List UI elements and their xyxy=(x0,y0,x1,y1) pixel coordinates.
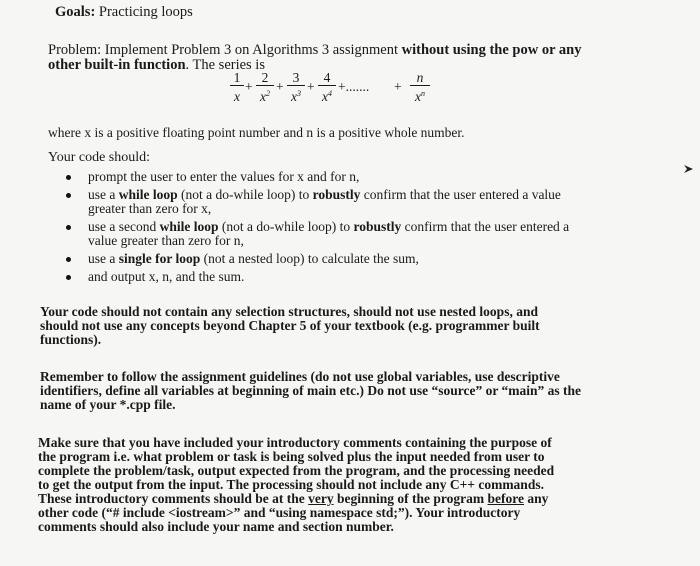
plus-sign: + xyxy=(245,79,253,94)
list-item: prompt the user to enter the values for x and for n, xyxy=(66,170,626,184)
requirements-list xyxy=(66,170,626,288)
problem-bold-text-2: other built-in function xyxy=(48,57,186,73)
series-term-3: 3 $x^3$ xyxy=(285,70,307,104)
guidelines-paragraph: Remember to follow the assignment guidelines (do not use global variables, use descriptive identifiers, define all variables at beginning of main etc.) Do not use “source” or “main” as the name of your *.cpp file. xyxy=(40,369,581,412)
plus-sign: + xyxy=(307,79,315,94)
goals-label: Goals: xyxy=(55,4,96,20)
restrictions-paragraph: Your code should not contain any selection structures, should not use nested loops, and should not use any concepts beyond Chapter 5 of your textbook (e.g. programmer built functions). xyxy=(40,304,540,347)
problem-text: Problem: Implement Problem 3 on Algorithms 3 assignment xyxy=(48,42,402,58)
series-ellipsis: +....... xyxy=(338,79,370,94)
series-term-4: 4 $x^4$ xyxy=(316,70,338,104)
list-item: and output x, n, and the sum. xyxy=(66,270,626,284)
list-item: use a second while loop (not a do-while loop) to robustly confirm that the user entered a value greater than zero for n, xyxy=(66,220,626,248)
series-term-n: n $x^n$ xyxy=(408,70,432,104)
list-item: use a single for loop (not a nested loop) to calculate the sum, xyxy=(66,252,626,266)
list-item: use a while loop (not a do-while loop) to robustly confirm that the user entered a value greater than zero for x, xyxy=(66,188,626,216)
where-text: where x is a positive floating point number and n is a positive whole number. xyxy=(48,125,465,140)
series-term-2: 2 $x^2$ xyxy=(254,70,276,104)
problem-bold-text: without using the pow or any xyxy=(401,42,582,58)
plus-sign: + xyxy=(394,79,402,94)
problem-text-2: . The series is xyxy=(185,57,265,73)
plus-sign: + xyxy=(276,79,284,94)
problem-statement xyxy=(48,43,581,73)
goals-text: Practicing loops xyxy=(98,4,193,20)
goals-line xyxy=(55,4,193,21)
series-formula xyxy=(228,70,438,108)
cursor-icon xyxy=(684,164,694,174)
comments-paragraph: Make sure that you have included your introductory comments containing the purpose of the program i.e. what problem or task is being solved plus the input needed from user to complete the problem/task, output expected from the program, and the processing needed to get the output from the input. The processing should not include any C++ commands. These introductory comments should be at the very beginning of the program before any other code (“# include <iostream>” and “using namespace std;”). Your introductory comments should also include your name and section number. xyxy=(38,435,555,534)
series-term-1: 1 x xyxy=(228,70,246,104)
should-heading: Your code should: xyxy=(48,150,151,165)
